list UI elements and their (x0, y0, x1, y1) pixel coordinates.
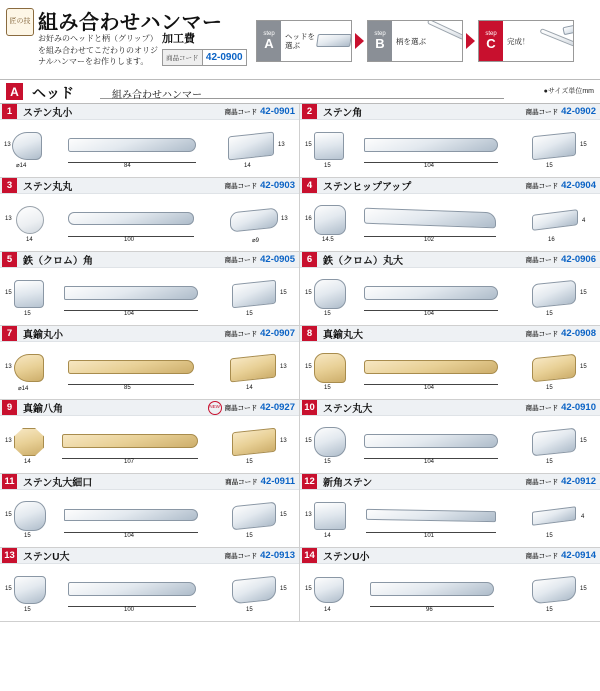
product-drawing (0, 268, 299, 325)
product-code (225, 254, 299, 265)
product-code-label: 商品コード (525, 553, 559, 560)
dim-length: 85 (124, 385, 131, 391)
product-code (526, 402, 600, 413)
step-c-text: 完成！ (507, 36, 530, 46)
side-view (366, 509, 496, 522)
product-drawing (0, 194, 299, 251)
product-code (225, 476, 299, 487)
product-drawing (300, 120, 600, 177)
product-code-value: 42-0906 (561, 254, 596, 265)
dim-left: 15 (5, 586, 12, 592)
product-name: ステン丸大 (323, 404, 373, 415)
iso-view (230, 354, 276, 383)
product-code-label: 商品コード (525, 257, 559, 264)
processing-fee-block (162, 30, 247, 66)
front-view (314, 502, 346, 530)
dim-right-width: 15 (246, 607, 253, 613)
product-number: 4 (302, 178, 317, 193)
product-number: 12 (302, 474, 317, 489)
product-header (0, 104, 299, 120)
product-cell[interactable] (0, 178, 300, 252)
product-code-value: 42-0900 (205, 52, 243, 63)
product-name: 鉄（クロム）角 (23, 256, 93, 267)
step-a (256, 20, 352, 62)
dim-right-height: 15 (580, 586, 587, 592)
product-header (0, 400, 299, 416)
iso-view (232, 502, 276, 531)
product-code (225, 550, 299, 561)
product-name: ステンU大 (23, 552, 70, 563)
product-header (300, 252, 600, 268)
product-number: 13 (2, 548, 17, 563)
product-code-value: 42-0905 (260, 254, 295, 265)
product-name: ステンU小 (323, 552, 370, 563)
dim-bottom: 14 (324, 607, 331, 613)
dim-right-height: 15 (580, 290, 587, 296)
dim-length: 96 (426, 607, 433, 613)
dim-length: 104 (424, 163, 435, 169)
product-drawing (300, 268, 600, 325)
dim-left: 16 (305, 216, 312, 222)
dim-length: 104 (124, 533, 135, 539)
dim-right-width: ⌀9 (252, 238, 259, 244)
dim-right-height: 13 (278, 142, 285, 148)
front-view (16, 206, 44, 234)
product-code-value: 42-0908 (561, 328, 596, 339)
dim-left: 15 (305, 586, 312, 592)
front-view (14, 280, 44, 308)
product-number: 5 (2, 252, 17, 267)
product-number: 6 (302, 252, 317, 267)
dim-length: 104 (124, 311, 135, 317)
product-header (300, 400, 600, 416)
dim-bottom: 14 (324, 533, 331, 539)
product-code-label: 商品コード (163, 50, 203, 65)
front-view (314, 279, 346, 309)
section-unit-note: ●サイズ単位mm (543, 88, 594, 95)
dim-left: 13 (5, 216, 12, 222)
step-b-badge-word: step (374, 30, 386, 37)
new-stamp-icon: NEW (208, 401, 222, 415)
product-cell[interactable] (0, 400, 300, 474)
dim-length-line (68, 162, 196, 163)
product-code-label: 商品コード (525, 479, 559, 486)
dim-right-height: 15 (580, 364, 587, 370)
dim-length: 104 (424, 459, 435, 465)
product-name: 真鍮丸大 (323, 330, 363, 341)
dim-right-width: 16 (548, 237, 555, 243)
product-number: 3 (2, 178, 17, 193)
product-code (526, 550, 600, 561)
step-b (367, 20, 463, 62)
dim-bottom: 14 (26, 237, 33, 243)
product-drawing (0, 490, 299, 547)
side-view (370, 582, 494, 596)
product-drawing (300, 342, 600, 399)
dim-diameter: ⌀14 (18, 386, 29, 392)
dim-bottom: 14 (24, 459, 31, 465)
product-code-value: 42-0901 (260, 106, 295, 117)
product-code-value: 42-0907 (260, 328, 295, 339)
product-code-value: 42-0911 (260, 476, 295, 487)
dim-length: 104 (424, 311, 435, 317)
product-drawing (0, 564, 299, 621)
arrow-b-to-c-icon (466, 33, 475, 49)
dim-right-width: 15 (246, 533, 253, 539)
dim-bottom: 15 (24, 311, 31, 317)
front-view (14, 576, 46, 604)
step-a-text: ヘッドを選ぶ (285, 32, 315, 50)
side-view (364, 138, 498, 152)
iso-view (532, 576, 576, 605)
steps-strip (256, 20, 574, 62)
product-name: ステン角 (323, 108, 363, 119)
product-name: ステン丸大細口 (23, 478, 93, 489)
product-cell[interactable] (0, 548, 300, 622)
product-cell[interactable] (300, 474, 600, 548)
product-header (0, 474, 299, 490)
dim-left: 15 (305, 364, 312, 370)
product-cell[interactable] (0, 474, 300, 548)
product-header (300, 104, 600, 120)
product-cell[interactable] (300, 326, 600, 400)
processing-fee-title: 加工費 (162, 33, 195, 45)
step-a-badge-word: step (263, 30, 275, 37)
product-number: 10 (302, 400, 317, 415)
product-header (300, 474, 600, 490)
step-b-text: 柄を選ぶ (396, 36, 426, 46)
page-header (0, 0, 600, 80)
side-view (68, 360, 194, 374)
dim-left: 13 (305, 512, 312, 518)
front-view (14, 501, 46, 531)
product-code (526, 106, 600, 117)
dim-right-height: 15 (280, 290, 287, 296)
front-view (314, 427, 346, 457)
product-code (526, 180, 600, 191)
dim-length: 100 (124, 607, 135, 613)
iso-view (532, 428, 576, 457)
side-view (364, 360, 498, 374)
section-name: ヘッド (32, 85, 74, 101)
step-c-letter: C (486, 36, 496, 52)
dim-right-height: 4 (581, 514, 585, 520)
front-view (314, 132, 344, 160)
page-title: 組み合わせハンマー (38, 12, 223, 34)
iso-view (532, 209, 578, 231)
product-cell[interactable] (300, 548, 600, 622)
product-code-value: 42-0912 (561, 476, 596, 487)
side-view (62, 434, 198, 448)
dim-right-width: 15 (246, 459, 253, 465)
product-code-label: 商品コード (225, 479, 258, 486)
product-name: 真鍮丸小 (23, 330, 63, 341)
iso-view (532, 354, 576, 383)
front-view (14, 354, 44, 382)
product-code-value: 42-0914 (561, 550, 596, 561)
product-name: ステン丸丸 (23, 182, 73, 193)
product-code-value: 42-0910 (561, 402, 596, 413)
product-code-value: 42-0904 (561, 180, 596, 191)
product-header (0, 548, 299, 564)
product-cell[interactable] (0, 326, 300, 400)
product-drawing (300, 194, 600, 251)
dim-length: 101 (424, 533, 435, 539)
dim-bottom: 15 (324, 311, 331, 317)
dim-left: 13 (5, 438, 12, 444)
dim-right-height: 13 (280, 364, 287, 370)
product-number: 1 (2, 104, 17, 119)
iso-view (232, 280, 276, 309)
product-code-row (162, 49, 247, 66)
iso-view (232, 576, 276, 605)
dim-right-width: 15 (246, 311, 253, 317)
product-code-label: 商品コード (525, 405, 559, 412)
dim-right-height: 15 (280, 512, 287, 518)
side-view (364, 208, 496, 229)
arrow-a-to-b-icon (355, 33, 364, 49)
dim-right-width: 14 (244, 163, 251, 169)
step-a-badge (257, 21, 281, 61)
hammer-head-illustration (562, 23, 573, 35)
dim-bottom: 15 (324, 385, 331, 391)
product-drawing (300, 416, 600, 473)
dim-right-height: 15 (280, 586, 287, 592)
product-code-value: 42-0927 (260, 402, 295, 413)
dim-left: 15 (305, 438, 312, 444)
iso-view (532, 132, 576, 161)
product-code-label: 商品コード (224, 331, 258, 338)
product-code-value: 42-0913 (260, 550, 295, 561)
head-illustration (316, 34, 351, 47)
product-drawing (300, 564, 600, 621)
dim-right-width: 15 (546, 533, 553, 539)
dim-bottom: 15 (24, 533, 31, 539)
product-grid (0, 104, 600, 622)
page-description: お好みのヘッドと柄（グリップ）を組み合わせてこだわりのオリジナルハンマーをお作りします。 (38, 34, 158, 67)
product-number: 11 (2, 474, 17, 489)
product-code (526, 254, 600, 265)
dim-length: 100 (124, 237, 135, 243)
dim-right-height: 4 (582, 218, 586, 224)
product-name: 鉄（クロム）丸大 (323, 256, 403, 267)
section-subtitle: 組み合わせハンマー (112, 90, 202, 101)
product-header (300, 326, 600, 342)
product-name: 新角ステン (323, 478, 373, 489)
product-code (526, 476, 600, 487)
dim-right-width: 15 (546, 311, 553, 317)
brand-logo-text: 匠の技 (9, 18, 31, 26)
dim-length: 84 (124, 163, 131, 169)
step-c-art (537, 21, 573, 61)
product-code-label: 商品コード (525, 183, 559, 190)
product-cell[interactable] (300, 252, 600, 326)
product-cell[interactable] (300, 104, 600, 178)
iso-view (532, 280, 576, 309)
iso-view (230, 207, 278, 232)
product-drawing (300, 490, 600, 547)
iso-view (532, 506, 576, 525)
side-view (64, 286, 198, 300)
step-a-letter: A (264, 36, 274, 52)
side-view (68, 138, 196, 152)
product-code-label: 商品コード (224, 109, 258, 116)
product-code-label: 商品コード (525, 331, 559, 338)
dim-length: 107 (124, 459, 135, 465)
product-cell[interactable] (300, 178, 600, 252)
iso-view (228, 132, 274, 161)
dim-bottom: 14.5 (322, 237, 334, 243)
iso-view (232, 428, 276, 457)
step-b-badge (368, 21, 392, 61)
step-c-badge-word: step (485, 30, 497, 37)
section-bar (0, 80, 600, 104)
dim-right-width: 14 (246, 385, 253, 391)
side-view (68, 212, 194, 225)
product-header (0, 326, 299, 342)
front-view (314, 353, 346, 383)
dim-left: 15 (305, 290, 312, 296)
dim-right-width: 15 (546, 607, 553, 613)
product-code (225, 328, 299, 339)
product-code (526, 328, 600, 339)
product-cell[interactable] (0, 252, 300, 326)
step-b-letter: B (375, 36, 385, 52)
dim-left: 15 (5, 512, 12, 518)
front-view (314, 577, 344, 603)
side-view (64, 509, 198, 521)
dim-length: 104 (424, 385, 435, 391)
product-cell[interactable] (300, 400, 600, 474)
product-code (225, 180, 299, 191)
dim-right-width: 15 (546, 163, 553, 169)
product-cell[interactable] (0, 104, 300, 178)
step-c-badge (479, 21, 503, 61)
front-view (14, 428, 44, 456)
dim-right-height: 13 (281, 216, 288, 222)
front-view (314, 205, 346, 235)
product-number: 2 (302, 104, 317, 119)
product-name: ステンヒップアップ (323, 182, 412, 193)
dim-right-height: 13 (280, 438, 287, 444)
front-view (12, 132, 42, 160)
dim-left: 15 (5, 290, 12, 296)
dim-right-height: 15 (580, 438, 587, 444)
dim-diameter: ⌀14 (16, 163, 27, 169)
dim-length: 102 (424, 237, 435, 243)
product-code-value: 42-0903 (260, 180, 295, 191)
product-code-label: 商品コード (224, 405, 258, 412)
dim-left: 15 (305, 142, 312, 148)
side-view (364, 434, 498, 448)
product-code-label: 商品コード (525, 109, 559, 116)
product-header (300, 178, 600, 194)
dim-left: 13 (4, 142, 11, 148)
section-badge: A (6, 83, 23, 100)
side-view (364, 286, 498, 300)
step-b-art (426, 21, 462, 61)
dim-left: 13 (5, 364, 12, 370)
dim-right-width: 15 (546, 459, 553, 465)
product-number: 7 (2, 326, 17, 341)
product-code-label: 商品コード (224, 183, 258, 190)
product-drawing (0, 416, 299, 473)
product-name: 真鍮八角 (23, 404, 63, 415)
product-number: 9 (2, 400, 17, 415)
dim-right-width: 15 (546, 385, 553, 391)
product-drawing (0, 120, 299, 177)
product-header (0, 178, 299, 194)
product-code-value: 42-0902 (561, 106, 596, 117)
dim-bottom: 15 (24, 607, 31, 613)
product-drawing (0, 342, 299, 399)
product-name: ステン丸小 (23, 108, 73, 119)
product-header (0, 252, 299, 268)
product-code-label: 商品コード (224, 257, 258, 264)
step-c (478, 20, 574, 62)
step-a-art (315, 21, 351, 61)
product-code-label: 商品コード (224, 553, 258, 560)
brand-logo (6, 8, 34, 36)
handle-illustration (427, 21, 462, 40)
product-header (300, 548, 600, 564)
product-number: 14 (302, 548, 317, 563)
dim-right-height: 15 (580, 142, 587, 148)
dim-bottom: 15 (324, 459, 331, 465)
dim-bottom: 15 (324, 163, 331, 169)
product-number: 8 (302, 326, 317, 341)
side-view (68, 582, 196, 596)
product-code (208, 401, 299, 415)
dim-length-line (68, 384, 194, 385)
product-code (225, 106, 299, 117)
